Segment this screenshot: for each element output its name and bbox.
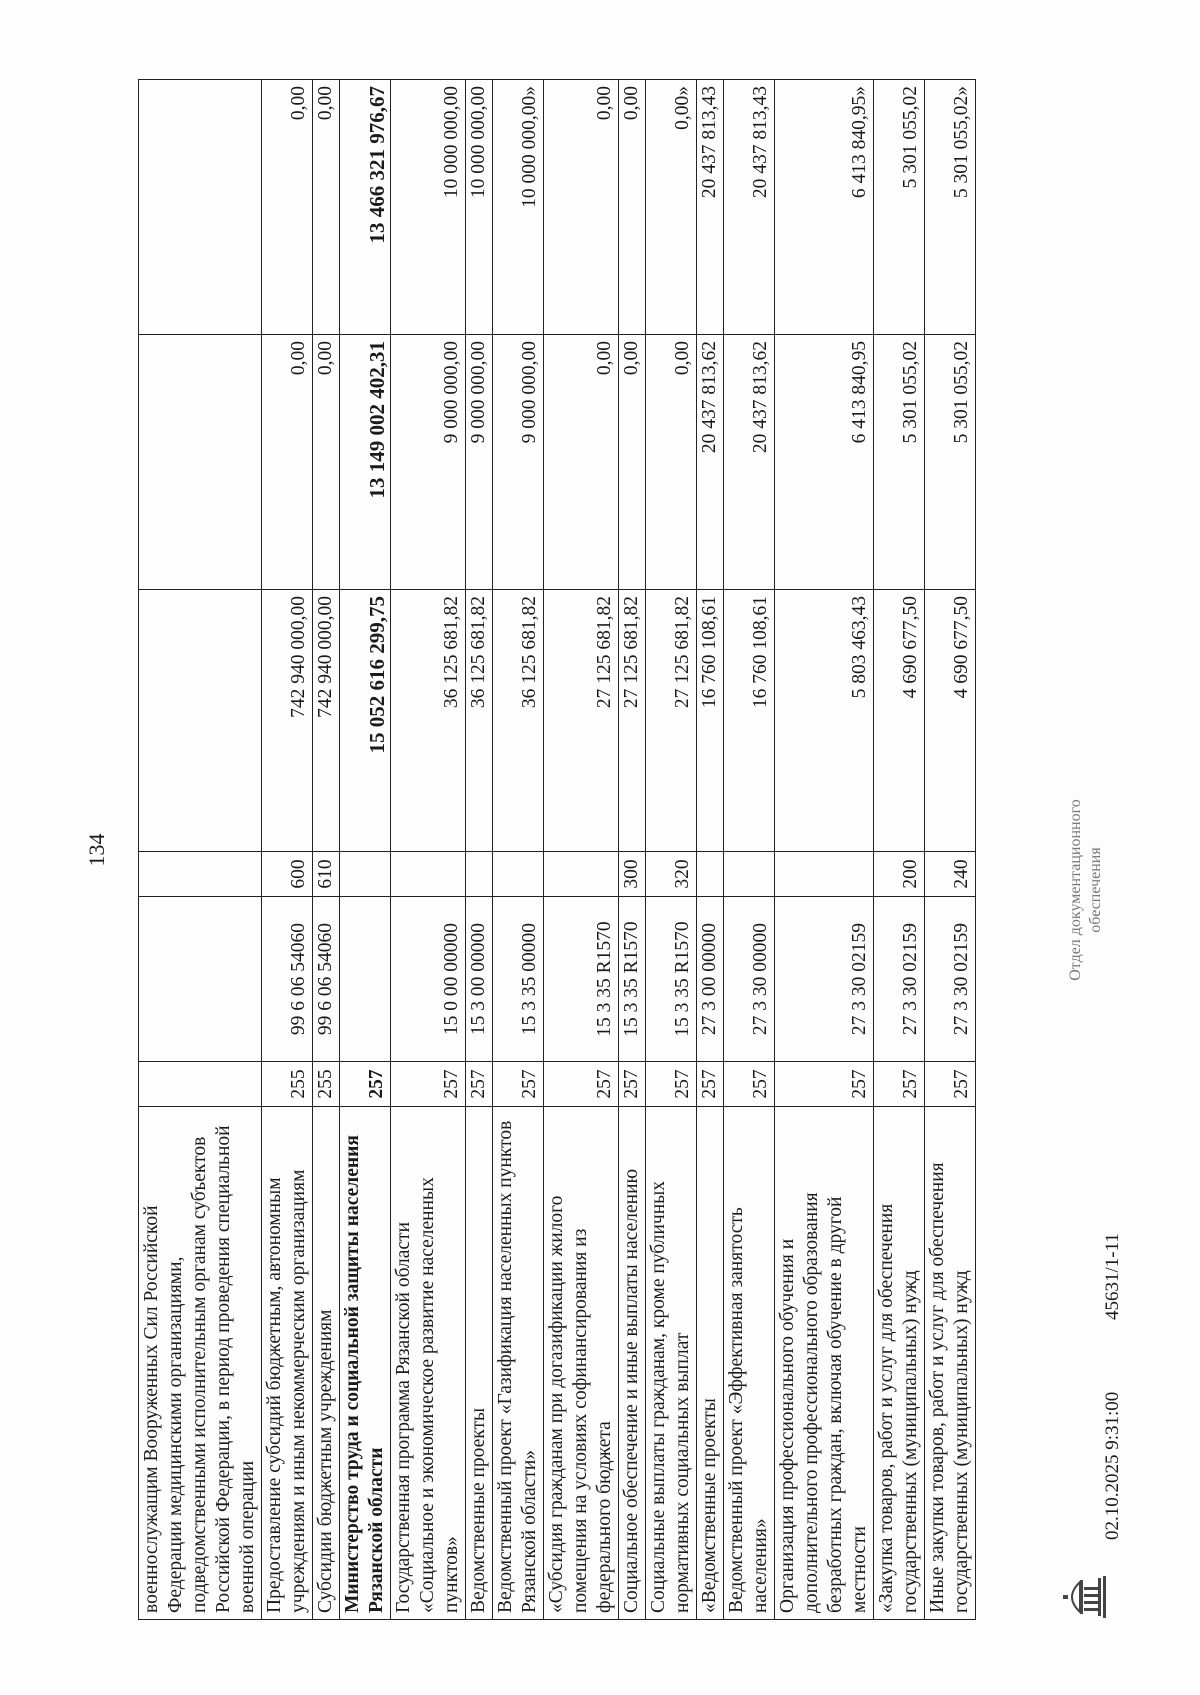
row-amount-year3-cell: 13 466 321 976,67 <box>340 80 391 335</box>
row-target-article-cell: 27 3 30 02159 <box>775 897 874 1062</box>
row-amount-year3-cell: 5 301 055,02 <box>874 80 925 335</box>
row-expense-type-cell: 320 <box>646 852 697 897</box>
row-amount-year3-cell: 20 437 813,43 <box>697 80 724 335</box>
table-row <box>775 80 874 1620</box>
table-row <box>544 80 619 1620</box>
row-name-cell: Министерство труда и социальной защиты населения Рязанской области <box>340 1107 391 1620</box>
row-amount-year3-cell: 10 000 000,00 <box>391 80 466 335</box>
row-amount-year3-cell: 6 413 840,95» <box>775 80 874 335</box>
row-amount-year3-cell: 0,00 <box>262 80 313 335</box>
row-org-code-cell: 257 <box>925 1062 976 1107</box>
table-row <box>466 80 493 1620</box>
row-amount-year1-cell <box>139 590 262 852</box>
row-org-code-cell: 255 <box>313 1062 340 1107</box>
table-row <box>340 80 391 1620</box>
row-expense-type-cell: 610 <box>313 852 340 897</box>
table-row <box>313 80 340 1620</box>
row-name-cell: «Закупка товаров, работ и услуг для обеспечения государственных (муниципальных) нужд <box>874 1107 925 1620</box>
row-target-article-cell: 99 6 06 54060 <box>262 897 313 1062</box>
table-row <box>874 80 925 1620</box>
row-name-cell: Предоставление субсидий бюджетным, автономным учреждениям и иным некоммерческим организациям <box>262 1107 313 1620</box>
table-row <box>697 80 724 1620</box>
footer-date: 02.10.2025 9:31:00 <box>1102 1391 1123 1540</box>
row-amount-year1-cell: 4 690 677,50 <box>925 590 976 852</box>
row-org-code-cell: 257 <box>340 1062 391 1107</box>
row-amount-year2-cell <box>139 335 262 590</box>
table-row <box>619 80 646 1620</box>
row-expense-type-cell <box>775 852 874 897</box>
row-amount-year1-cell: 16 760 108,61 <box>697 590 724 852</box>
row-target-article-cell: 15 3 35 R1570 <box>646 897 697 1062</box>
row-amount-year2-cell: 13 149 002 402,31 <box>340 335 391 590</box>
row-amount-year2-cell: 0,00 <box>544 335 619 590</box>
row-amount-year1-cell: 27 125 681,82 <box>544 590 619 852</box>
row-name-cell: Ведомственный проект «Газификация населенных пунктов Рязанской области» <box>493 1107 544 1620</box>
row-amount-year2-cell: 9 000 000,00 <box>391 335 466 590</box>
row-amount-year1-cell: 16 760 108,61 <box>724 590 775 852</box>
row-name-cell: Организация профессионального обучения и дополнительного профессионального образования безработных граждан, включая обучение в другой местности <box>775 1107 874 1620</box>
row-org-code-cell: 257 <box>391 1062 466 1107</box>
row-target-article-cell <box>139 897 262 1062</box>
row-name-cell: Иные закупки товаров, работ и услуг для обеспечения государственных (муниципальных) нужд <box>925 1107 976 1620</box>
row-amount-year3-cell: 5 301 055,02» <box>925 80 976 335</box>
department-stamp <box>1066 780 1106 1000</box>
row-expense-type-cell: 600 <box>262 852 313 897</box>
budget-table <box>138 79 976 1620</box>
row-amount-year1-cell: 36 125 681,82 <box>391 590 466 852</box>
row-expense-type-cell <box>139 852 262 897</box>
row-expense-type-cell <box>697 852 724 897</box>
row-name-cell: Государственная программа Рязанской области «Социальное и экономическое развитие населенных пунктов» <box>391 1107 466 1620</box>
row-amount-year2-cell: 20 437 813,62 <box>697 335 724 590</box>
row-org-code-cell: 257 <box>619 1062 646 1107</box>
row-amount-year3-cell: 0,00» <box>646 80 697 335</box>
row-target-article-cell: 27 3 00 00000 <box>697 897 724 1062</box>
row-amount-year3-cell: 0,00 <box>544 80 619 335</box>
table-body <box>139 80 976 1620</box>
row-expense-type-cell <box>391 852 466 897</box>
row-expense-type-cell: 240 <box>925 852 976 897</box>
row-amount-year1-cell: 15 052 616 299,75 <box>340 590 391 852</box>
rotated-sheet <box>78 60 1138 1640</box>
row-org-code-cell: 257 <box>544 1062 619 1107</box>
row-amount-year3-cell: 0,00 <box>619 80 646 335</box>
stamp-line: обеспечения <box>1087 847 1104 933</box>
footer-document-code: 45631/1-11 <box>1102 1233 1123 1320</box>
row-amount-year3-cell: 20 437 813,43 <box>724 80 775 335</box>
row-target-article-cell <box>340 897 391 1062</box>
row-expense-type-cell <box>466 852 493 897</box>
row-target-article-cell: 15 3 35 00000 <box>493 897 544 1062</box>
row-amount-year3-cell: 10 000 000,00 <box>466 80 493 335</box>
row-target-article-cell: 15 0 00 00000 <box>391 897 466 1062</box>
table-row <box>391 80 466 1620</box>
row-name-cell: Субсидии бюджетным учреждениям <box>313 1107 340 1620</box>
row-amount-year1-cell: 36 125 681,82 <box>493 590 544 852</box>
row-amount-year1-cell: 27 125 681,82 <box>646 590 697 852</box>
row-org-code-cell: 257 <box>775 1062 874 1107</box>
row-name-cell: «Ведомственные проекты <box>697 1107 724 1620</box>
row-target-article-cell: 27 3 30 02159 <box>925 897 976 1062</box>
row-name-cell: Социальные выплаты гражданам, кроме публичных нормативных социальных выплат <box>646 1107 697 1620</box>
row-org-code-cell: 257 <box>466 1062 493 1107</box>
row-amount-year1-cell: 4 690 677,50 <box>874 590 925 852</box>
row-expense-type-cell <box>724 852 775 897</box>
row-amount-year2-cell: 0,00 <box>313 335 340 590</box>
row-amount-year1-cell: 36 125 681,82 <box>466 590 493 852</box>
duma-building-icon <box>1062 1574 1108 1620</box>
row-amount-year2-cell: 20 437 813,62 <box>724 335 775 590</box>
row-amount-year2-cell: 5 301 055,02 <box>925 335 976 590</box>
row-org-code-cell <box>139 1062 262 1107</box>
row-amount-year2-cell: 6 413 840,95 <box>775 335 874 590</box>
row-expense-type-cell <box>493 852 544 897</box>
row-target-article-cell: 27 3 30 02159 <box>874 897 925 1062</box>
row-amount-year2-cell: 0,00 <box>646 335 697 590</box>
row-name-cell: Ведомственный проект «Эффективная занятость населения» <box>724 1107 775 1620</box>
table-row <box>925 80 976 1620</box>
row-amount-year3-cell <box>139 80 262 335</box>
row-amount-year1-cell: 742 940 000,00 <box>262 590 313 852</box>
row-org-code-cell: 257 <box>874 1062 925 1107</box>
row-expense-type-cell: 300 <box>619 852 646 897</box>
page-number: 134 <box>84 833 109 867</box>
row-name-cell: военнослужащим Вооруженных Сил Российской Федерации медицинскими организациями, подведомственными исполнительным органам субъектов Российской Федерации, в период проведения специальной военной операции <box>139 1107 262 1620</box>
row-name-cell: «Субсидия гражданам при догазификации жилого помещения на условиях софинансирования из федерального бюджета <box>544 1107 619 1620</box>
row-org-code-cell: 257 <box>697 1062 724 1107</box>
stamp-line: Отдел документационного <box>1067 799 1084 981</box>
table-row <box>724 80 775 1620</box>
row-target-article-cell: 99 6 06 54060 <box>313 897 340 1062</box>
table-row <box>646 80 697 1620</box>
row-org-code-cell: 257 <box>493 1062 544 1107</box>
page-footer <box>1058 80 1128 1620</box>
table-row <box>493 80 544 1620</box>
row-amount-year1-cell: 5 803 463,43 <box>775 590 874 852</box>
row-org-code-cell: 257 <box>724 1062 775 1107</box>
row-expense-type-cell <box>544 852 619 897</box>
row-amount-year1-cell: 742 940 000,00 <box>313 590 340 852</box>
row-amount-year3-cell: 0,00 <box>313 80 340 335</box>
row-amount-year1-cell: 27 125 681,82 <box>619 590 646 852</box>
row-target-article-cell: 15 3 00 00000 <box>466 897 493 1062</box>
row-amount-year2-cell: 9 000 000,00 <box>493 335 544 590</box>
row-amount-year2-cell: 5 301 055,02 <box>874 335 925 590</box>
row-amount-year2-cell: 0,00 <box>262 335 313 590</box>
row-target-article-cell: 15 3 35 R1570 <box>544 897 619 1062</box>
row-expense-type-cell: 200 <box>874 852 925 897</box>
row-amount-year2-cell: 9 000 000,00 <box>466 335 493 590</box>
row-name-cell: Социальное обеспечение и иные выплаты населению <box>619 1107 646 1620</box>
row-amount-year3-cell: 10 000 000,00» <box>493 80 544 335</box>
row-target-article-cell: 27 3 30 00000 <box>724 897 775 1062</box>
row-org-code-cell: 255 <box>262 1062 313 1107</box>
row-target-article-cell: 15 3 35 R1570 <box>619 897 646 1062</box>
row-expense-type-cell <box>340 852 391 897</box>
row-org-code-cell: 257 <box>646 1062 697 1107</box>
row-amount-year2-cell: 0,00 <box>619 335 646 590</box>
table-row <box>139 80 262 1620</box>
table-row <box>262 80 313 1620</box>
row-name-cell: Ведомственные проекты <box>466 1107 493 1620</box>
